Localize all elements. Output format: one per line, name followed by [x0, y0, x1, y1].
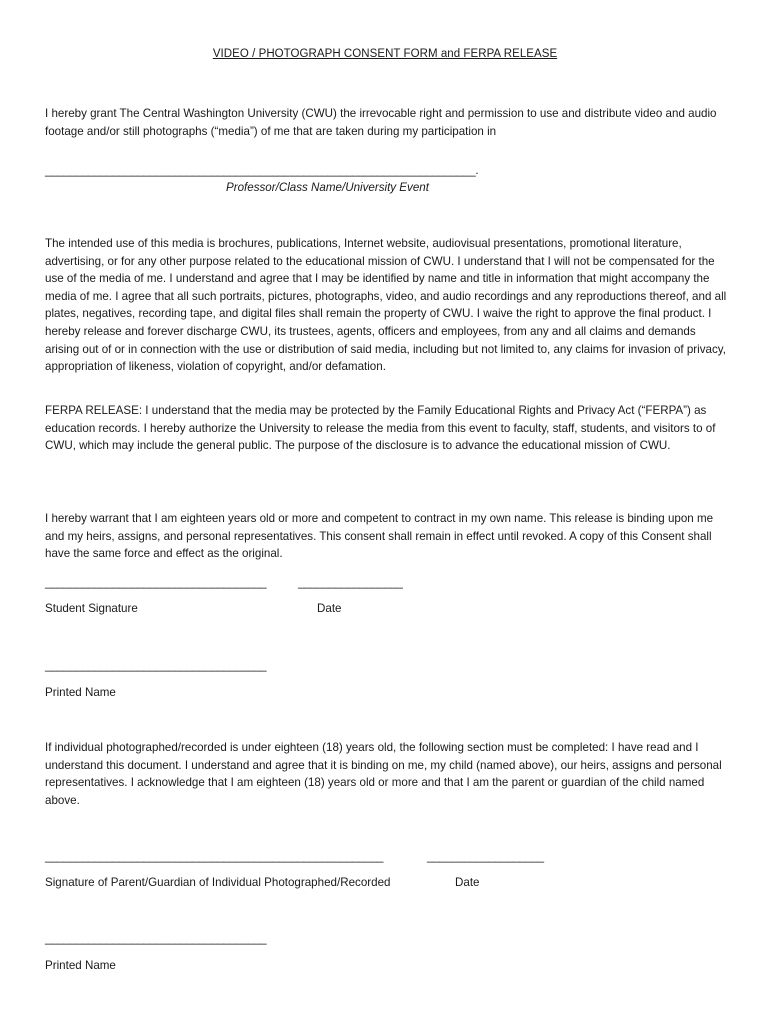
student-date-line[interactable]: _________________ — [298, 576, 403, 589]
parent-date-label: Date — [455, 876, 480, 889]
event-blank-line[interactable]: ______________________________________________________________________. — [45, 164, 479, 177]
intended-use-paragraph: The intended use of this media is brochures, publications, Internet website, audiovisual presentations, promotional literature, advertising, or for any other purpose related to the educational mission of CWU. I understand that I will not be compensated for the use of the media of me. I understand and agree that I may be identified by name and title in information that might accompany the media of me. I agree that all such portraits, pictures, photographs, video, and audio recordings and any reproductions thereof, and all plates, negatives, recording tape, and digital files shall remain the property of CWU. I waive the right to approve the final product. I hereby release and forever discharge CWU, its trustees, agents, officers and employees, from any and all claims and demands arising out of or in connection with the use or distribution of said media, including but not limited to, any claims for invasion of privacy, appropriation of likeness, violation of copyright, and/or defamation. — [45, 237, 727, 374]
event-caption: Professor/Class Name/University Event — [226, 181, 429, 194]
parent-printed-name-label: Printed Name — [45, 959, 116, 972]
student-signature-line[interactable]: ____________________________________ — [45, 576, 267, 589]
grant-paragraph: I hereby grant The Central Washington University (CWU) the irrevocable right and permission to use and distribute video and audio footage and/or still photographs (“media”) of me that are taken during my participation in — [45, 107, 717, 138]
student-date-label: Date — [317, 602, 342, 615]
form-title: VIDEO / PHOTOGRAPH CONSENT FORM and FERPA RELEASE — [212, 48, 558, 60]
ferpa-paragraph: FERPA RELEASE: I understand that the media may be protected by the Family Educational Rights and Privacy Act (“FERPA”) as education records. I hereby authorize the University to release the media from this event to faculty, staff, students, and visitors to of CWU, which may include the general public. The purpose of the disclosure is to advance the educational mission of CWU. — [45, 404, 716, 453]
student-signature-label: Student Signature — [45, 602, 138, 615]
warrant-paragraph: I hereby warrant that I am eighteen years old or more and competent to contract in my own name. This release is binding upon me and my heirs, assigns, and personal representatives. This consent shall remain in effect until revoked. A copy of this Consent shall have the same force and effect as the original. — [45, 512, 714, 561]
parent-date-line[interactable]: ___________________ — [427, 850, 544, 863]
printed-name-label: Printed Name — [45, 686, 116, 699]
parent-signature-label: Signature of Parent/Guardian of Individual Photographed/Recorded — [45, 876, 391, 889]
parent-signature-line[interactable]: _______________________________________________________ — [45, 850, 384, 863]
parent-printed-name-line[interactable]: ____________________________________ — [45, 932, 267, 945]
printed-name-line[interactable]: ____________________________________ — [45, 659, 267, 672]
minor-consent-paragraph: If individual photographed/recorded is under eighteen (18) years old, the following section must be completed: I have read and I understand this document. I understand and agree that it is binding on me, my child (named above), our heirs, assigns and personal representatives. I acknowledge that I am eighteen (18) years old or more and that I am the parent or guardian of the child named above. — [45, 741, 722, 807]
